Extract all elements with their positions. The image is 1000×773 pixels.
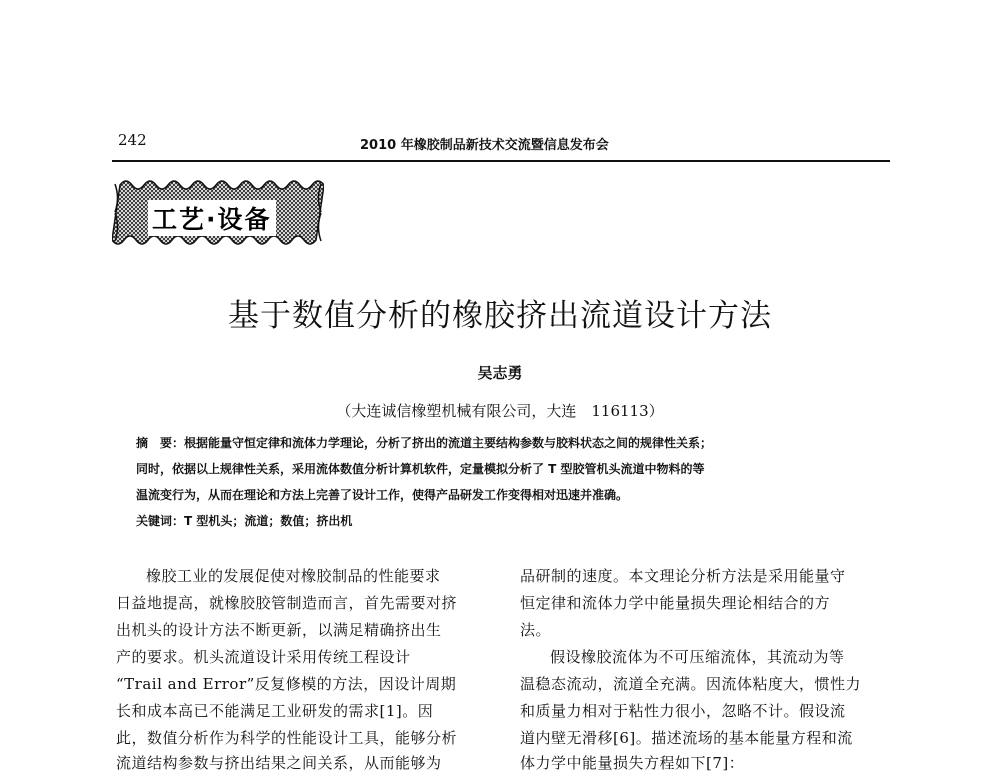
body-line: “Trail and Error”反复修模的方法，因设计周期: [116, 675, 457, 693]
body-line: 体力学中能量损失方程如下[7]：: [520, 754, 745, 772]
author-name: 吴志勇: [477, 364, 523, 382]
body-line: 橡胶工业的发展促使对橡胶制品的性能要求: [146, 567, 441, 585]
paper-title: 基于数值分析的橡胶挤出流道设计方法: [228, 298, 772, 334]
body-line: 道内壁无滑移[6]。描述流场的基本能量方程和流: [520, 729, 853, 747]
page-number: 242: [118, 131, 147, 149]
body-line: 长和成本高已不能满足工业研发的需求[1]。因: [116, 702, 434, 720]
running-head: 2010 年橡胶制品新技术交流暨信息发布会: [360, 138, 609, 153]
abstract-line: 摘 要：根据能量守恒定律和流体力学理论，分析了挤出的流道主要结构参数与胶料状态之间的规律性关系；: [136, 436, 713, 450]
keywords: 关键词：T 型机头；流道；数值；挤出机: [136, 514, 353, 528]
body-line: 法。: [520, 621, 552, 639]
body-line: 日益地提高，就橡胶胶管制造而言，首先需要对挤: [116, 594, 458, 612]
body-line: 假设橡胶流体为不可压缩流体，其流动为等: [550, 648, 845, 666]
author-affiliation: （大连诚信橡塑机械有限公司，大连 116113）: [336, 402, 664, 420]
body-line: 流道结构参数与挤出结果之间关系，从而能够为: [116, 754, 442, 772]
body-line: 和质量力相对于粘性力很小，忽略不计。假设流: [520, 702, 846, 720]
body-line: 此，数值分析作为科学的性能设计工具，能够分析: [116, 729, 458, 747]
header-rule: [112, 160, 890, 162]
abstract-line: 同时，依据以上规律性关系，采用流体数值分析计算机软件，定量模拟分析了 T 型胶管机头流道中物料的等: [136, 462, 705, 476]
body-line: 温稳态流动，流道全充满。因流体粘度大，惯性力: [520, 675, 862, 693]
abstract-line: 温流变行为，从而在理论和方法上完善了设计工作，使得产品研发工作变得相对迅速并准确。: [136, 488, 629, 502]
section-label: 工艺·设备: [148, 200, 276, 236]
body-line: 品研制的速度。本文理论分析方法是采用能量守: [520, 567, 846, 585]
body-line: 产的要求。机头流道设计采用传统工程设计: [116, 648, 411, 666]
body-line: 恒定律和流体力学中能量损失理论相结合的方: [520, 594, 831, 612]
body-line: 出机头的设计方法不断更新，以满足精确挤出生: [116, 621, 442, 639]
